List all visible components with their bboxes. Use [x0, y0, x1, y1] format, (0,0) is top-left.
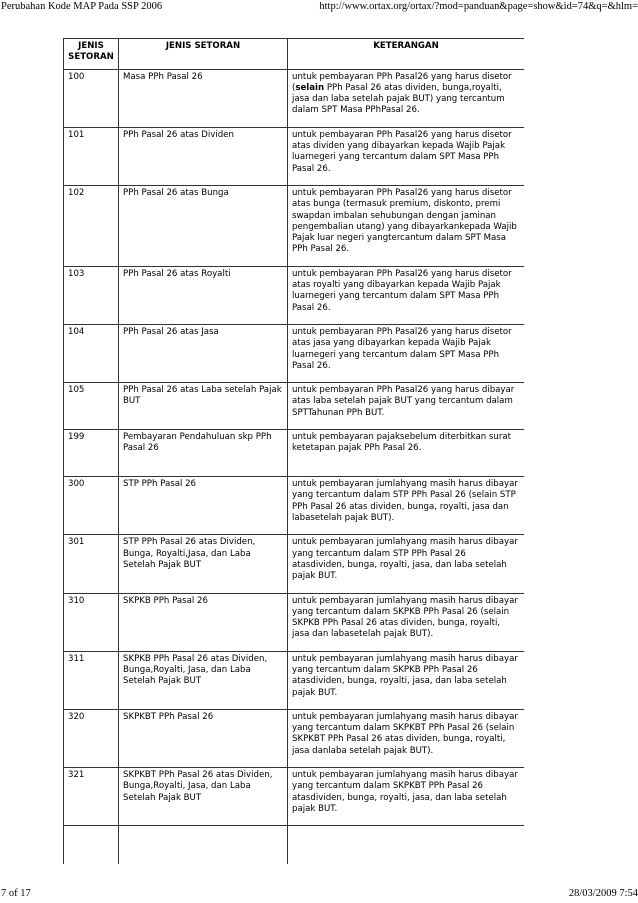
cell-code: 101 — [64, 127, 119, 185]
cell-code: 310 — [64, 593, 119, 651]
cell-name: SKPKBT PPh Pasal 26 atas Dividen, Bunga,Royalti, Jasa, dan Laba Setelah Pajak BUT — [119, 768, 288, 826]
cell-name: PPh Pasal 26 atas Bunga — [119, 185, 288, 266]
print-header-url[interactable]: http://www.ortax.org/ortax/?mod=panduan&page=show&id=74&q=&hlm= — [319, 1, 638, 12]
cell-description: untuk pembayaran jumlahyang masih harus dibayar yang tercantum dalam STP PPh Pasal 26 (selain STP PPh Pasal 26 atas dividen, bunga, royalti, jasa dan labasetelah pajak BUT). — [288, 477, 525, 535]
table-row — [64, 324, 525, 382]
cell-description: untuk pembayaran PPh Pasal26 yang harus disetor atas dividen yang dibayarkan kepada Wajib Pajak luarnegeri yang tercantum dalam SPT Masa PPh Pasal 26. — [288, 127, 525, 185]
cell-code: 103 — [64, 266, 119, 324]
table-row — [64, 266, 525, 324]
cell-code: 104 — [64, 324, 119, 382]
tax-code-table — [63, 38, 524, 864]
table-header-row — [64, 39, 525, 70]
print-header-title: Perubahan Kode MAP Pada SSP 2006 — [1, 1, 163, 12]
table-row — [64, 593, 525, 651]
cell-code: 321 — [64, 768, 119, 826]
cell-name: Masa PPh Pasal 26 — [119, 69, 288, 127]
cell-description: untuk pembayaran pajaksebelum diterbitkan surat ketetapan pajak PPh Pasal 26. — [288, 430, 525, 477]
table-row — [64, 127, 525, 185]
table-row — [64, 69, 525, 127]
table-row — [64, 651, 525, 709]
table-row — [64, 709, 525, 767]
cell-code: 320 — [64, 709, 119, 767]
cell-name: PPh Pasal 26 atas Royalti — [119, 266, 288, 324]
cell-description: untuk pembayaran jumlahyang masih harus dibayar yang tercantum dalam SKPKBT PPh Pasal 26 atasdividen, bunga, royalti, jasa, dan laba setelah pajak BUT. — [288, 768, 525, 826]
table-row — [64, 477, 525, 535]
page-counter: 7 of 17 — [1, 888, 31, 899]
cell-code: 300 — [64, 477, 119, 535]
cell-name: Pembayaran Pendahuluan skp PPh Pasal 26 — [119, 430, 288, 477]
cell-name: STP PPh Pasal 26 — [119, 477, 288, 535]
cell-description-text: untuk pembayaran PPh Pasal26 yang harus disetor ( — [292, 71, 512, 93]
cell-code: 102 — [64, 185, 119, 266]
cell-code: 100 — [64, 69, 119, 127]
cell-description: untuk pembayaran PPh Pasal26 yang harus disetor atas royalti yang dibayarkan kepada Wajib Pajak luarnegeri yang tercantum dalam SPT Masa PPh Pasal 26. — [288, 266, 525, 324]
cell-description: untuk pembayaran jumlahyang masih harus dibayar yang tercantum dalam SKPKB PPh Pasal 26 (selain SKPKB PPh Pasal 26 atas dividen, bunga, royalti, jasa dan labasetelah pajak BUT). — [288, 593, 525, 651]
cell-description-text: PPh Pasal 26 atas dividen, bunga,royalti, jasa dan laba setelah pajak BUT) yang tercantum dalam SPT Masa PPhPasal 26. — [292, 82, 505, 116]
cell-description: untuk pembayaran PPh Pasal26 yang harus dibayar atas laba setelah pajak BUT yang tercantum dalam SPTTahunan PPh BUT. — [288, 383, 525, 430]
cell-name — [119, 826, 288, 864]
cell-description: untuk pembayaran PPh Pasal26 yang harus disetor atas jasa yang dibayarkan kepada Wajib Pajak luarnegeri yang tercantum dalam SPT Masa PPh Pasal 26. — [288, 324, 525, 382]
cell-name: SKPKB PPh Pasal 26 atas Dividen, Bunga,Royalti, Jasa, dan Laba Setelah Pajak BUT — [119, 651, 288, 709]
cell-name: STP PPh Pasal 26 atas Dividen, Bunga, Royalti,Jasa, dan Laba Setelah Pajak BUT — [119, 535, 288, 593]
cell-description: untuk pembayaran jumlahyang masih harus dibayar yang tercantum dalam SKPKBT PPh Pasal 26 (selain SKPKBT PPh Pasal 26 atas dividen, bunga, royalti, jasa danlaba setelah pajak BUT). — [288, 709, 525, 767]
table-row — [64, 535, 525, 593]
table-row — [64, 383, 525, 430]
cell-code: 105 — [64, 383, 119, 430]
cell-description: untuk pembayaran jumlahyang masih harus dibayar yang tercantum dalam SKPKB PPh Pasal 26 atasdividen, bunga, royalti, jasa, dan laba setelah pajak BUT. — [288, 651, 525, 709]
print-header — [0, 0, 638, 14]
table-row-cutoff — [64, 826, 525, 864]
cell-name: PPh Pasal 26 atas Jasa — [119, 324, 288, 382]
tax-code-table-container — [63, 38, 524, 864]
cell-description-emphasis: selain — [295, 82, 325, 93]
cell-code: 301 — [64, 535, 119, 593]
print-footer — [0, 887, 638, 901]
table-row — [64, 768, 525, 826]
header-name: JENIS SETORAN — [119, 39, 288, 70]
print-timestamp: 28/03/2009 7:54 — [568, 888, 638, 899]
cell-name: PPh Pasal 26 atas Dividen — [119, 127, 288, 185]
table-row — [64, 430, 525, 477]
cell-name: SKPKBT PPh Pasal 26 — [119, 709, 288, 767]
cell-description — [288, 826, 525, 864]
cell-description: untuk pembayaran PPh Pasal26 yang harus disetor atas bunga (termasuk premium, diskonto, premi swapdan imbalan sehubungan dengan jaminan pengembalian utang) yang dibayarkankepada Wajib Pajak luar negeri yangtercantum dalam SPT Masa PPh Pasal 26. — [288, 185, 525, 266]
cell-code — [64, 826, 119, 864]
cell-code: 311 — [64, 651, 119, 709]
cell-code: 199 — [64, 430, 119, 477]
cell-name: PPh Pasal 26 atas Laba setelah Pajak BUT — [119, 383, 288, 430]
header-code: JENIS SETORAN — [64, 39, 119, 70]
table-row — [64, 185, 525, 266]
cell-name: SKPKB PPh Pasal 26 — [119, 593, 288, 651]
header-description: KETERANGAN — [288, 39, 525, 70]
cell-description: untuk pembayaran jumlahyang masih harus dibayar yang tercantum dalam STP PPh Pasal 26 atasdividen, bunga, royalti, jasa, dan laba setelah pajak BUT. — [288, 535, 525, 593]
cell-description — [288, 69, 525, 127]
